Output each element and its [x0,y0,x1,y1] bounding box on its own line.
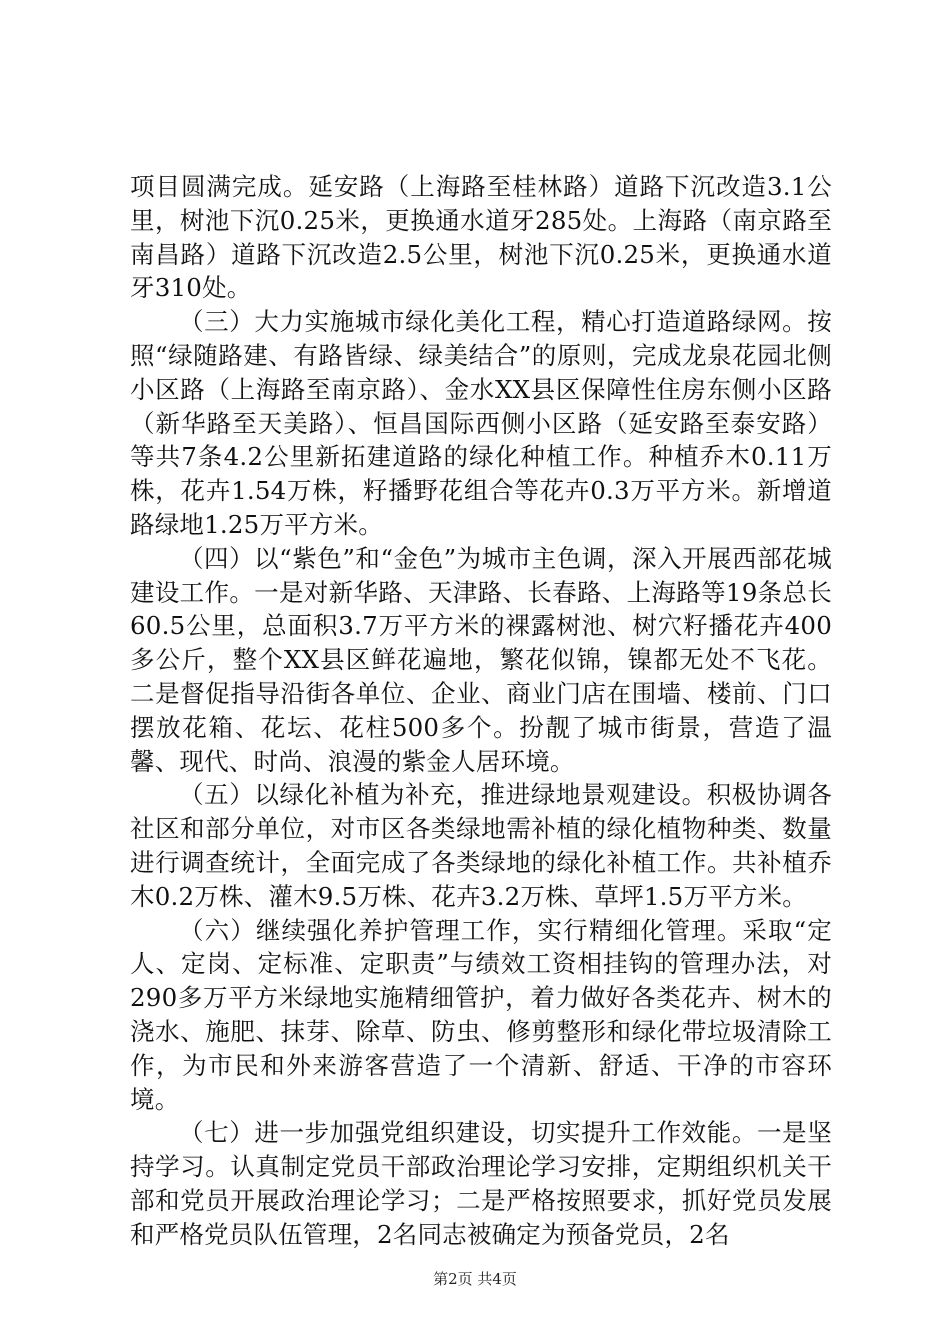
document-body [130,170,832,1252]
page-footer: 第2页 共4页 [433,1270,517,1288]
paragraph-section-6: （六）继续强化养护管理工作，实行精细化管理。采取“定人、定岗、定标准、定职责”与绩效工资相挂钩的管理办法，对290多万平方米绿地实施精细管护，着力做好各类花卉、树木的浇水、施肥、抹芽、除草、防虫、修剪整形和绿化带垃圾清除工作，为市民和外来游客营造了一个清新、舒适、干净的市容环境。 [130,915,832,1114]
paragraph-continuation: 项目圆满完成。延安路（上海路至桂林路）道路下沉改造3.1公里，树池下沉0.25米，更换通水道牙285处。上海路（南京路至南昌路）道路下沉改造2.5公里，树池下沉0.25米，更换通水道牙310处。 [130,172,832,303]
paragraph-section-4: （四）以“紫色”和“金色”为城市主色调，深入开展西部花城建设工作。一是对新华路、天津路、长春路、上海路等19条总长60.5公里，总面积3.7万平方米的裸露树池、树穴籽播花卉400多公斤，整个XX县区鲜花遍地，繁花似锦，镍都无处不飞花。二是督促指导沿街各单位、企业、商业门店在围墙、楼前、门口摆放花箱、花坛、花柱500多个。扮靓了城市街景，营造了温馨、现代、时尚、浪漫的紫金人居环境。 [130,543,832,776]
paragraph-section-3: （三）大力实施城市绿化美化工程，精心打造道路绿网。按照“绿随路建、有路皆绿、绿美结合”的原则，完成龙泉花园北侧小区路（上海路至南京路）、金水XX县区保障性住房东侧小区路（新华路至天美路）、恒昌国际西侧小区路（延安路至泰安路）等共7条4.2公里新拓建道路的绿化种植工作。种植乔木0.11万株，花卉1.54万株，籽播野花组合等花卉0.3万平方米。新增道路绿地1.25万平方米。 [130,307,832,539]
paragraph-section-7: （七）进一步加强党组织建设，切实提升工作效能。一是坚持学习。认真制定党员干部政治理论学习安排，定期组织机关干部和党员开展政治理论学习；二是严格按照要求，抓好党员发展和严格党员队伍管理，2名同志被确定为预备党员，2名 [130,1118,832,1249]
paragraph-section-5: （五）以绿化补植为补充，推进绿地景观建设。积极协调各社区和部分单位，对市区各类绿地需补植的绿化植物种类、数量进行调查统计，全面完成了各类绿地的绿化补植工作。共补植乔木0.2万株、灌木9.5万株、花卉3.2万株、草坪1.5万平方米。 [130,780,832,911]
